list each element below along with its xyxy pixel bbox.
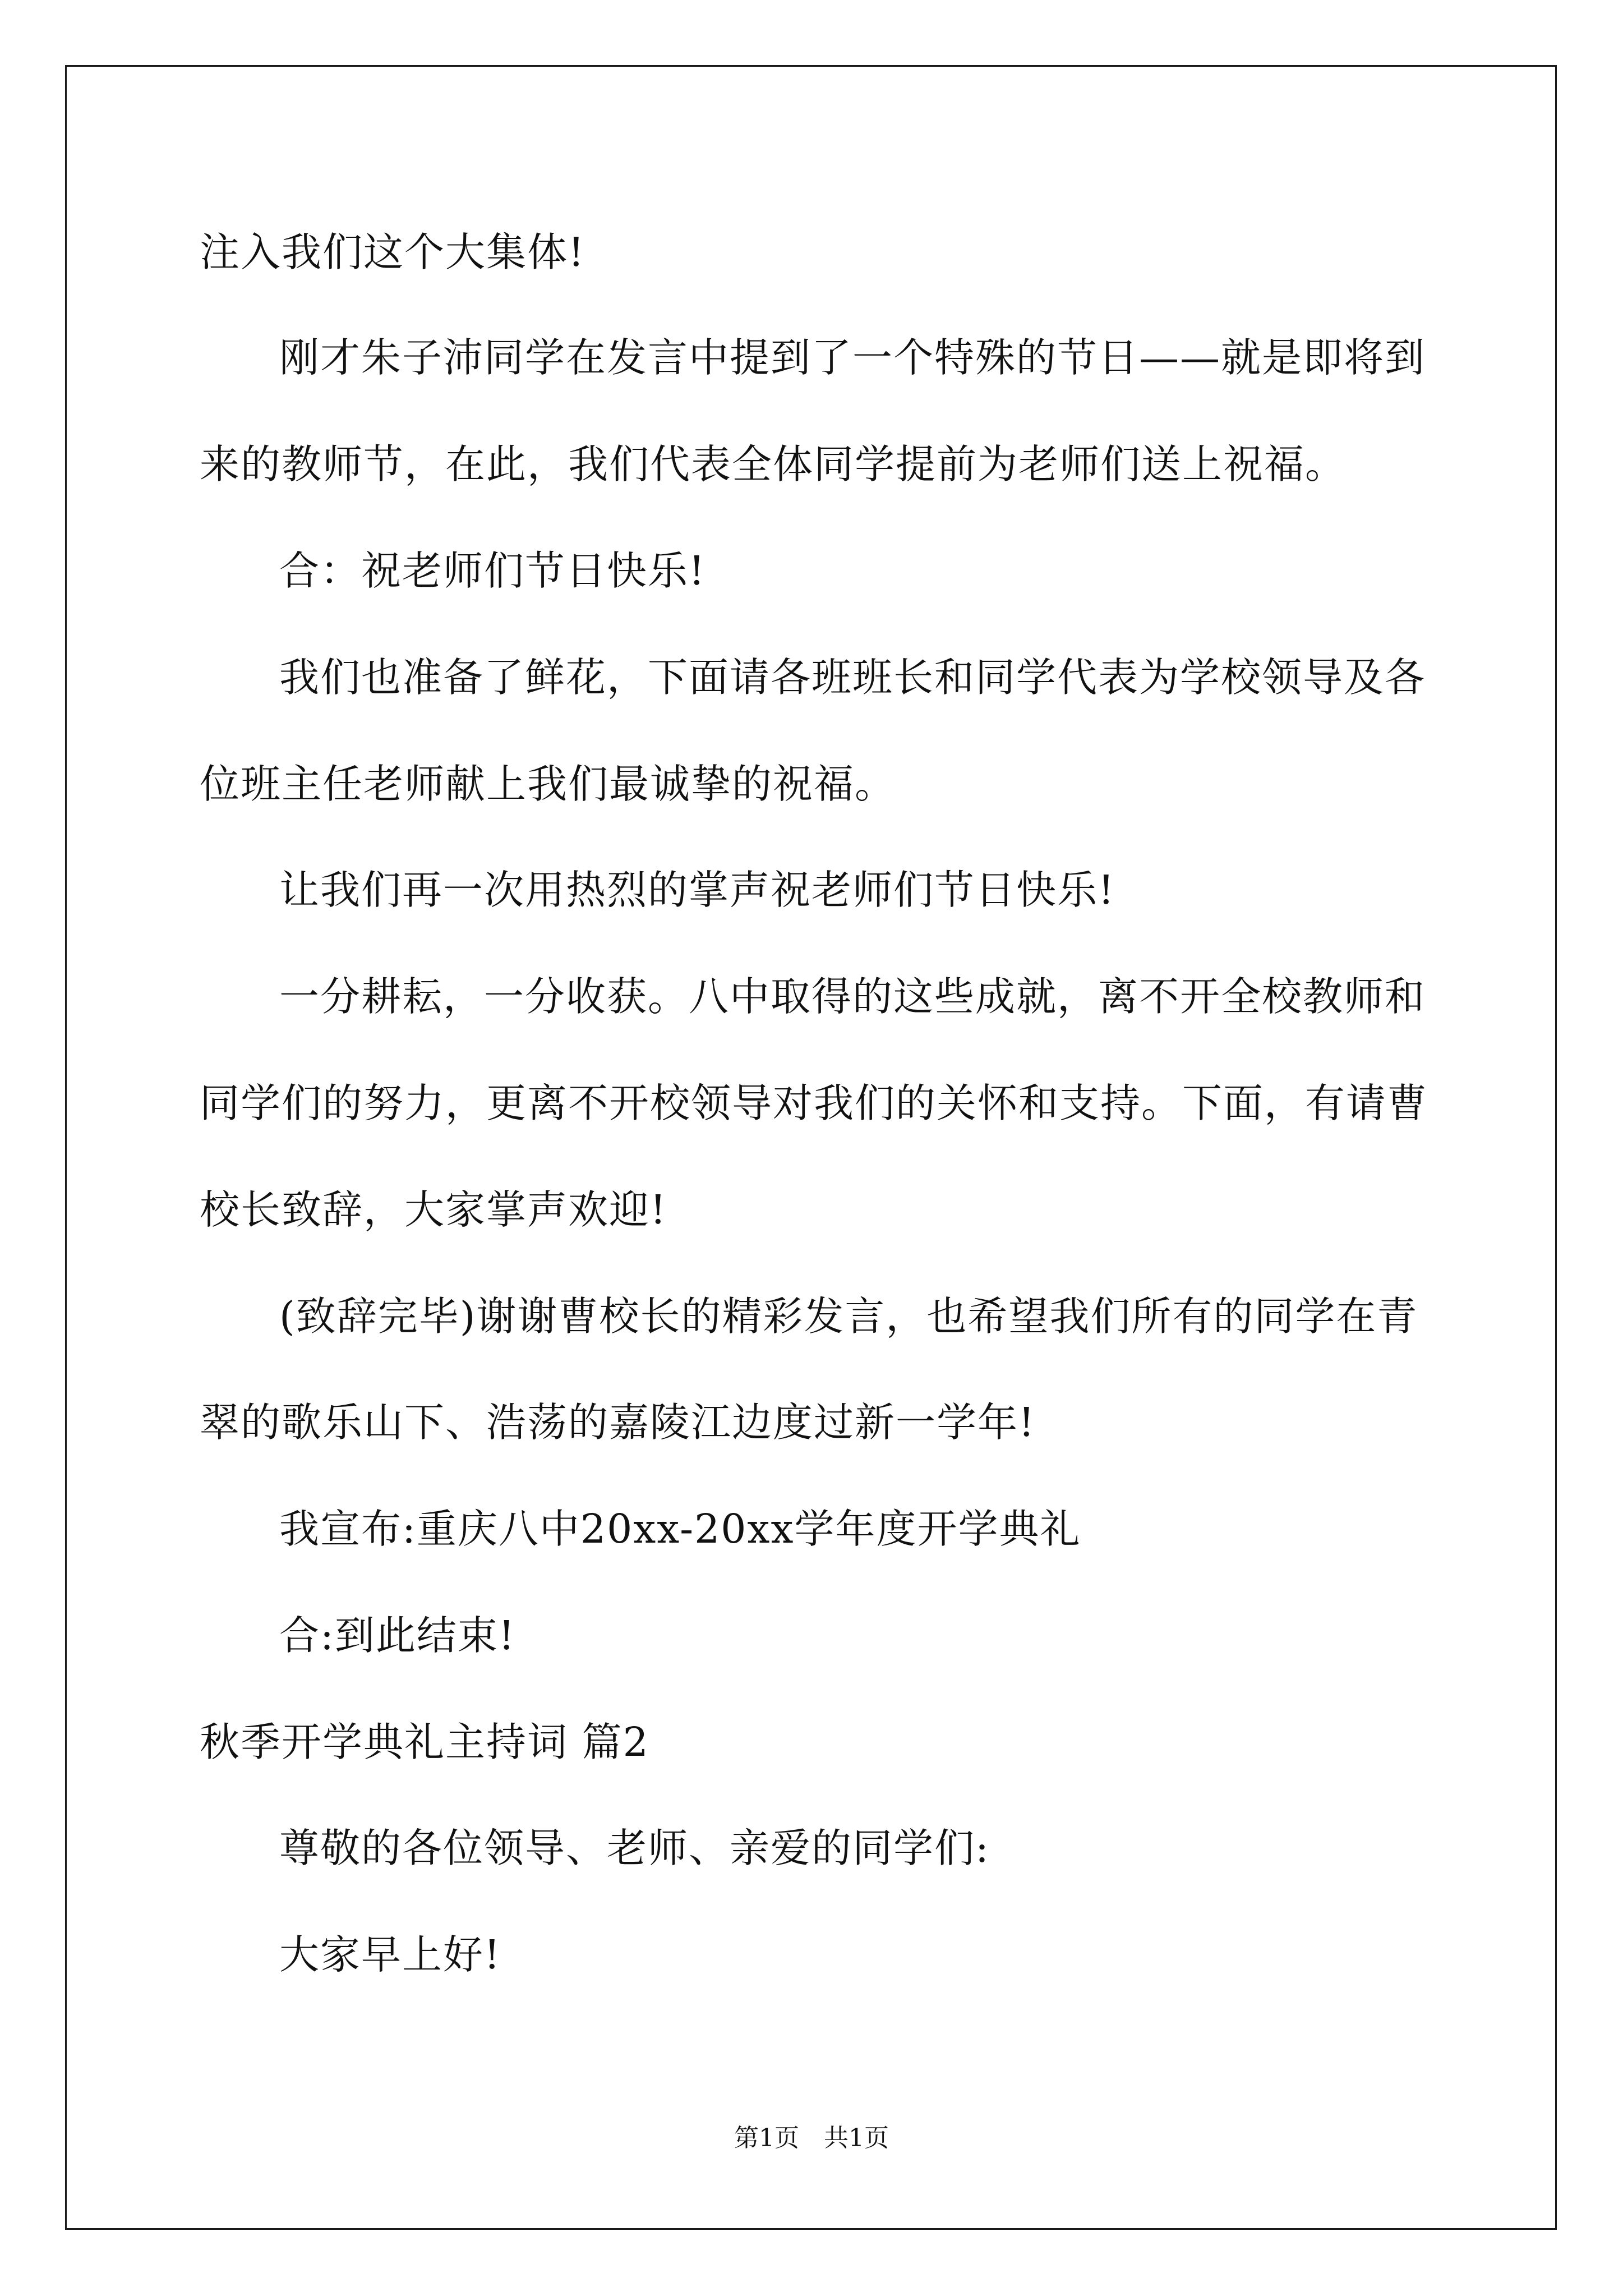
text-line: 注入我们这个大集体! — [200, 229, 585, 275]
text-line: 让我们再一次用热烈的掌声祝老师们节日快乐! — [279, 867, 1115, 913]
text-line: 同学们的努力，更离不开校领导对我们的关怀和支持。下面，有请曹 — [200, 1080, 1428, 1126]
page-footer: 第1页 共1页 — [734, 2124, 889, 2152]
text-line: 合：祝老师们节日快乐! — [279, 547, 706, 594]
text-line: 我们也准备了鲜花，下面请各班班长和同学代表为学校领导及各 — [279, 654, 1426, 701]
text-line: 尊敬的各位领导、老师、亲爱的同学们: — [279, 1825, 990, 1871]
text-line: 合:到此结束! — [279, 1612, 516, 1659]
section-heading: 秋季开学典礼主持词 篇2 — [200, 1719, 649, 1765]
text-line: 一分耕耘，一分收获。八中取得的这些成就，离不开全校教师和 — [279, 973, 1426, 1020]
text-line: 位班主任老师献上我们最诚挚的祝福。 — [200, 761, 896, 807]
text-line: 来的教师节，在此，我们代表全体同学提前为老师们送上祝福。 — [200, 441, 1347, 487]
text-line: 我宣布:重庆八中20xx-20xx学年度开学典礼 — [279, 1506, 1081, 1552]
text-line: 校长致辞，大家掌声欢迎! — [200, 1186, 667, 1233]
text-line: 翠的歌乐山下、浩荡的嘉陵江边度过新一学年! — [200, 1399, 1036, 1446]
text-line: (致辞完毕)谢谢曹校长的精彩发言，也希望我们所有的同学在青 — [279, 1293, 1418, 1340]
text-line: 刚才朱子沛同学在发言中提到了一个特殊的节日——就是即将到 — [279, 334, 1426, 381]
page-border — [65, 65, 1557, 2230]
text-line: 大家早上好! — [279, 1931, 501, 1978]
